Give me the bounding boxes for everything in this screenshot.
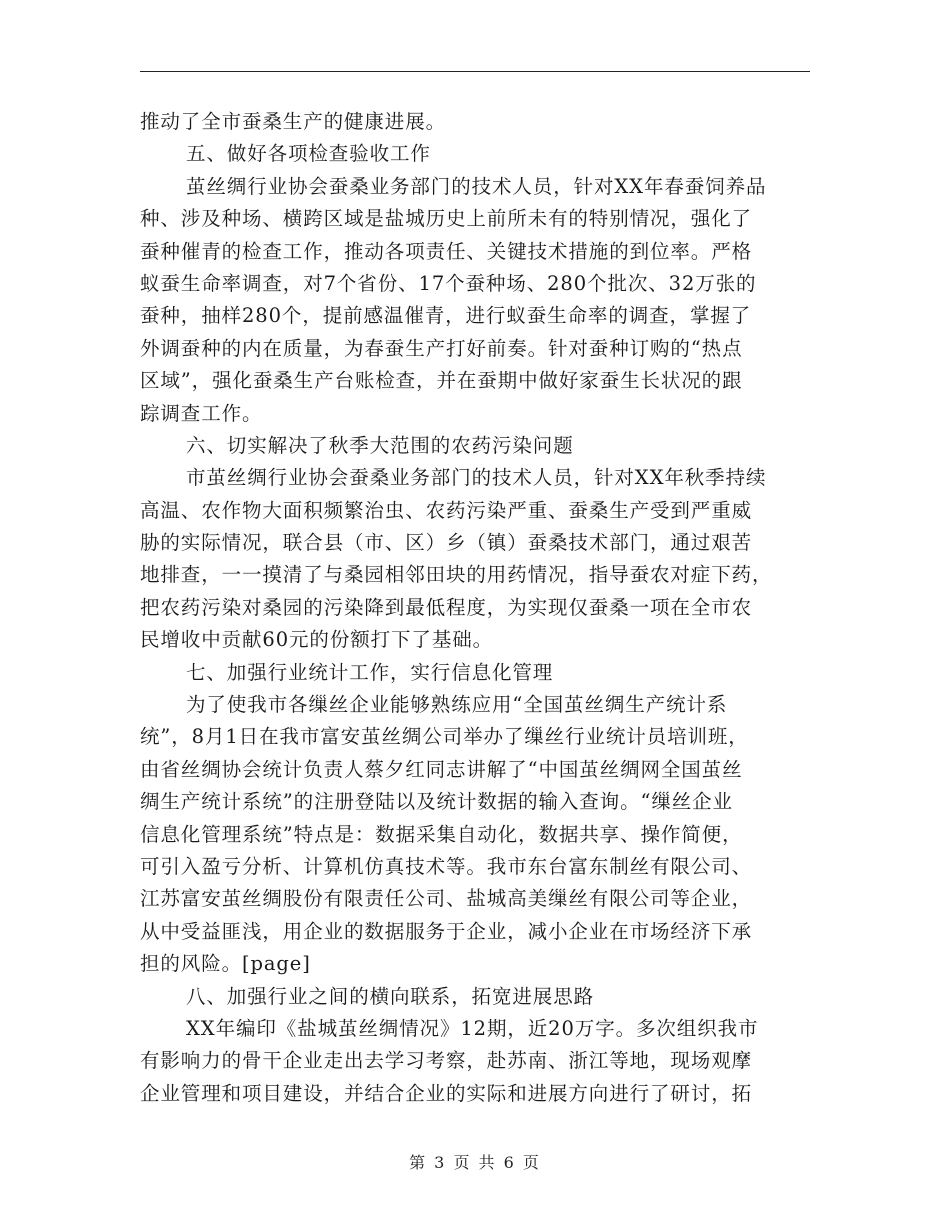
text-line: 推动了全市蚕桑生产的健康进展。 [140, 110, 447, 133]
text-line: 茧丝绸行业协会蚕桑业务部门的技术人员，针对XX年春蚕饲养品 [186, 174, 767, 198]
text-line: 踪调查工作。 [140, 401, 263, 425]
text-line: 企业管理和项目建设，并结合企业的实际和进展方向进行了研讨，拓 [140, 1081, 753, 1105]
text-line: 江苏富安茧丝绸股份有限责任公司、盐城高美缫丝有限公司等企业， [140, 887, 753, 911]
text-line: 担的风险。[page] [140, 952, 311, 976]
page-footer: 第 3 页 共 6 页 [409, 1153, 541, 1172]
text-line: 可引入盈亏分析、计算机仿真技术等。我市东台富东制丝有限公司、 [140, 854, 753, 878]
text-line: 蚕种催青的检查工作，推动各项责任、关键技术措施的到位率。严格 [140, 239, 753, 263]
text-line: 绸生产统计系统”的注册登陆以及统计数据的输入查询。“缫丝企业 [140, 790, 733, 814]
header-rule [140, 71, 810, 72]
text-line: 有影响力的骨干企业走出去学习考察，赴苏南、浙江等地，现场观摩 [140, 1049, 753, 1073]
text-line: 地排查，一一摸清了与桑园相邻田块的用药情况，指导蚕农对症下药， [140, 563, 773, 587]
text-line: 统”，8月1日在我市富安茧丝绸公司举办了缫丝行业统计员培训班， [140, 725, 749, 749]
text-line: 区域”，强化蚕桑生产台账检查，并在蚕期中做好家蚕生长状况的跟 [140, 369, 743, 393]
text-line: 市茧丝绸行业协会蚕桑业务部门的技术人员，针对XX年秋季持续 [186, 466, 767, 490]
body-text [140, 106, 820, 1110]
section-heading: 五、做好各项检查验收工作 [186, 142, 431, 166]
text-line: 蚕种，抽样280个，提前感温催青，进行蚁蚕生命率的调查，掌握了 [140, 304, 752, 328]
text-line: 胁的实际情况，联合县（市、区）乡（镇）蚕桑技术部门，通过艰苦 [140, 531, 753, 555]
text-line: 种、涉及种场、横跨区域是盐城历史上前所未有的特别情况，强化了 [140, 207, 753, 231]
text-line: 蚁蚕生命率调查，对7个省份、17个蚕种场、280个批次、32万张的 [140, 271, 757, 295]
section-heading: 八、加强行业之间的横向联系，拓宽进展思路 [186, 984, 595, 1008]
text-line: 外调蚕种的内在质量，为春蚕生产打好前奏。针对蚕种订购的“热点 [140, 336, 743, 360]
text-line: 民增收中贡献60元的份额打下了基础。 [140, 628, 494, 652]
text-line: 为了使我市各缫丝企业能够熟练应用“全国茧丝绸生产统计系 [186, 693, 728, 717]
text-line: 信息化管理系统”特点是：数据采集自动化，数据共享、操作简便， [140, 822, 743, 846]
text-line: 高温、农作物大面积频繁治虫、农药污染严重、蚕桑生产受到严重威 [140, 498, 753, 522]
text-line: 把农药污染对桑园的污染降到最低程度，为实现仅蚕桑一项在全市农 [140, 595, 753, 619]
section-heading: 七、加强行业统计工作，实行信息化管理 [186, 660, 554, 684]
text-line: 由省丝绸协会统计负责人蔡夕红同志讲解了“中国茧丝绸网全国茧丝 [140, 757, 743, 781]
section-heading: 六、切实解决了秋季大范围的农药污染问题 [186, 433, 574, 457]
text-line: XX年编印《盐城茧丝绸情况》12期，近20万字。多次组织我市 [186, 1016, 759, 1040]
text-line: 从中受益匪浅，用企业的数据服务于企业，减小企业在市场经济下承 [140, 919, 753, 943]
